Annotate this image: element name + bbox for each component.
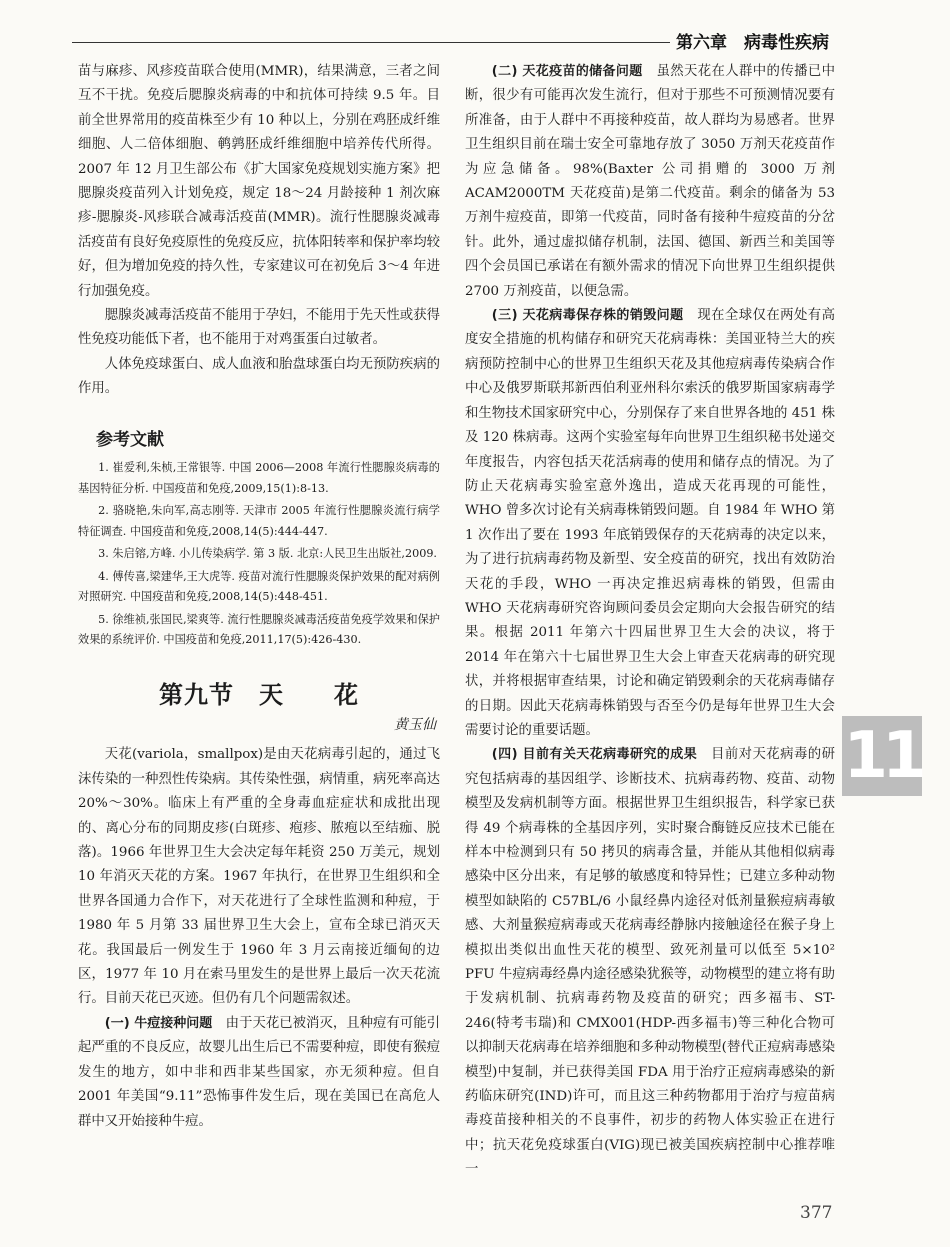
paragraph: [465, 743, 835, 1182]
paragraph: [465, 60, 835, 304]
section-title: 第九节 天 花: [159, 679, 359, 709]
paragraph: 人体免疫球蛋白、成人血液和胎盘球蛋白均无预防疾病的作用。: [78, 356, 440, 397]
right-column: [465, 60, 835, 1183]
subsection-text: 现在全球仅在两处有高度安全措施的机构储存和研究天花病毒株：美国亚特兰大的疾病预防控制中心的世界卫生组织天花及其他痘病毒传染病合作中心及俄罗斯联邦新西伯利亚州科尔索沃的俄罗斯国家病毒学和生物技术国家研究中心，分别保存了来自世界各地的 451 株及 120 株病毒。这两个实验室每年向世界卫生组织秘书处递交年度报告，内容包括天花活病毒的使用和储存点的情况。为了防止天花病毒实验室意外逸出，造成天花再现的可能性，WHO 曾多次讨论有关病毒株销毁问题。自 1984 年 WHO 第 1 次作出了要在 1993 年底销毁保存的天花病毒的决定以来，为了进行抗病毒药物及新型、安全疫苗的研究，找出有效防治天花的手段，WHO 一再决定推迟病毒株的销毁，但需由 WHO 天花病毒研究咨询顾问委员会定期向大会报告研究的结果。根据 2011 年第六十四届世界卫生大会的决议，将于 2014 年在第六十七届世界卫生大会上审查天花病毒的研究现状，并将根据审查结果，讨论和确定销毁剩余的天花病毒储存的日期。因此天花病毒株销毁与否至今仍是每年世界卫生大会需要讨论的重要话题。: [465, 308, 835, 738]
subsection-title: (四) 目前有关天花病毒研究的成果: [491, 747, 698, 763]
subsection-title: (三) 天花病毒保存株的销毁问题: [491, 308, 684, 324]
reference-item: 5. 徐维祯,张国民,梁爽等. 流行性腮腺炎减毒活疫苗免疫学效果和保护效果的系统评价. 中国疫苗和免疫,2011,17(5):426-430.: [78, 612, 440, 647]
subsection-text: 目前对天花病毒的研究包括病毒的基因组学、诊断技术、抗病毒药物、疫苗、动物模型及发病机制等方面。根据世界卫生组织报告，科学家已获得 49 个病毒株的全基因序列，实时聚合酶链反应技术已能在样本中检测到只有 50 拷贝的病毒含量，并能从其他相似病毒感染中区分出来，有足够的敏感度和特异性；已建立多种动物模型如缺陷的 C57BL/6 小鼠经鼻内途径对低剂量猴痘病毒敏感、大剂量猴痘病毒或天花病毒经静脉内接触途径在猴子身上模拟出类似出血性天花的模型、致死剂量可以低至 5×10² PFU 牛痘病毒经鼻内途径感染犹猴等，动物模型的建立将有助于发病机制、抗病毒药物及疫苗的研究；西多福韦、ST-246(特考韦瑞)和 CMX001(HDP-西多福韦)等三种化合物可以抑制天花病毒在培养细胞和多种动物模型(替代正痘病毒感染模型)中复制，并已获得美国 FDA 用于治疗正痘病毒感染的新药临床研究(IND)许可，而且这三种药物都用于治疗与痘苗病毒疫苗接种相关的不良事件，初步的药物人体实验正在进行中；抗天花免疫球蛋白(VIG)现已被美国疾病控制中心推荐唯一: [465, 747, 835, 1178]
author-name: 黄玉仙: [394, 717, 436, 733]
paragraph: 天花(variola，smallpox)是由天花病毒引起的，通过飞沫传染的一种烈性传染病。其传染性强，病情重，病死率高达 20%～30%。临床上有严重的全身毒血症症状和成批出现的、离心分布的同期皮疹(白斑疹、疱疹、脓疱以至结痂、脱落)。1966 年世界卫生大会决定每年耗资 250 万美元，规划 10 年消灭天花的方案。1967 年执行，在世界卫生组织和全世界各国通力合作下，对天花进行了全球性监测和种痘，于 1980 年 5 月第 33 届世界卫生大会上，宣布全球已消灭天花。我国最后一例发生于 1960 年 3 月云南接近缅甸的边区，1977 年 10 月在索马里发生的是世界上最后一次天花流行。目前天花已灭迹。但仍有几个问题需叙述。: [78, 747, 440, 1007]
subsection-text: 虽然天花在人群中的传播已中断，很少有可能再次发生流行，但对于那些不可预测情况要有所准备，由于人群中不再接种疫苗，故人群均为易感者。世界卫生组织目前在瑞士安全可靠地存放了 3050 万剂天花疫苗作为应急储备。98%(Baxter 公司捐赠的 3000 万剂 ACAM2000TM 天花疫苗)是第二代疫苗。剩余的储备为 53 万剂牛痘疫苗，即第一代疫苗，同时备有接种牛痘疫苗的分岔针。此外，通过虚拟储存机制，法国、德国、新西兰和美国等四个会员国已承诺在有额外需求的情况下向世界卫生组织提供 2700 万剂疫苗，以便急需。: [465, 64, 836, 299]
chapter-header: 第六章 病毒性疾病: [676, 33, 829, 53]
reference-item: 2. 骆晓艳,朱向军,高志刚等. 天津市 2005 年流行性腮腺炎流行病学特征调查. 中国疫苗和免疫,2008,14(5):444-447.: [78, 504, 440, 538]
subsection-title: (二) 天花疫苗的储备问题: [491, 64, 643, 79]
page-number: 377: [800, 1203, 833, 1223]
subsection-title: (一) 牛痘接种问题: [104, 1015, 213, 1031]
reference-item: 1. 崔爱利,朱桢,王常银等. 中国 2006—2008 年流行性腮腺炎病毒的基因特征分析. 中国疫苗和免疫,2009,15(1):8-13.: [78, 461, 440, 495]
paragraph: 苗与麻疹、风疹疫苗联合使用(MMR)，结果满意，三者之间互不干扰。免疫后腮腺炎病毒的中和抗体可持续 9.5 年。目前全世界常用的疫苗株至少有 10 种以上，分别在鸡胚成纤维细胞、人二倍体细胞、鹌鹑胚成纤维细胞中培养传代所得。2007 年 12 月卫生部公布《扩大国家免疫规划实施方案》把腮腺炎疫苗列入计划免疫，规定 18～24 月龄接种 1 剂次麻疹-腮腺炎-风疹联合减毒活疫苗(MMR)。流行性腮腺炎减毒活疫苗有良好免疫原性的免疫反应，抗体阳转率和保护率均较好，但为增加免疫的持久性，专家建议可在初免后 3～4 年进行加强免疫。: [78, 64, 440, 299]
reference-item: 3. 朱启镕,方峰. 小儿传染病学. 第 3 版. 北京:人民卫生出版社,2009.: [98, 547, 437, 561]
chapter-tab: 11: [842, 716, 922, 796]
paragraph: [78, 1012, 440, 1134]
left-column: [78, 60, 440, 1134]
paragraph: [465, 304, 835, 743]
header-rule: [72, 42, 670, 43]
subsection-text: 由于天花已被消灭，且种痘有可能引起严重的不良反应，故婴儿出生后已不需要种痘，即使有猴痘发生的地方，如中非和西非某些国家，亦无须种痘。但自 2001 年美国“9.11”恐怖事件发生后，现在美国已在高危人群中又开始接种牛痘。: [78, 1015, 441, 1129]
references-title: 参考文献: [96, 429, 164, 450]
paragraph: 腮腺炎减毒活疫苗不能用于孕妇，不能用于先天性或获得性免疫功能低下者，也不能用于对鸡蛋蛋白过敏者。: [78, 308, 440, 348]
reference-item: 4. 傅传喜,梁建华,王大虎等. 疫苗对流行性腮腺炎保护效果的配对病例对照研究. 中国疫苗和免疫,2008,14(5):448-451.: [78, 569, 440, 604]
